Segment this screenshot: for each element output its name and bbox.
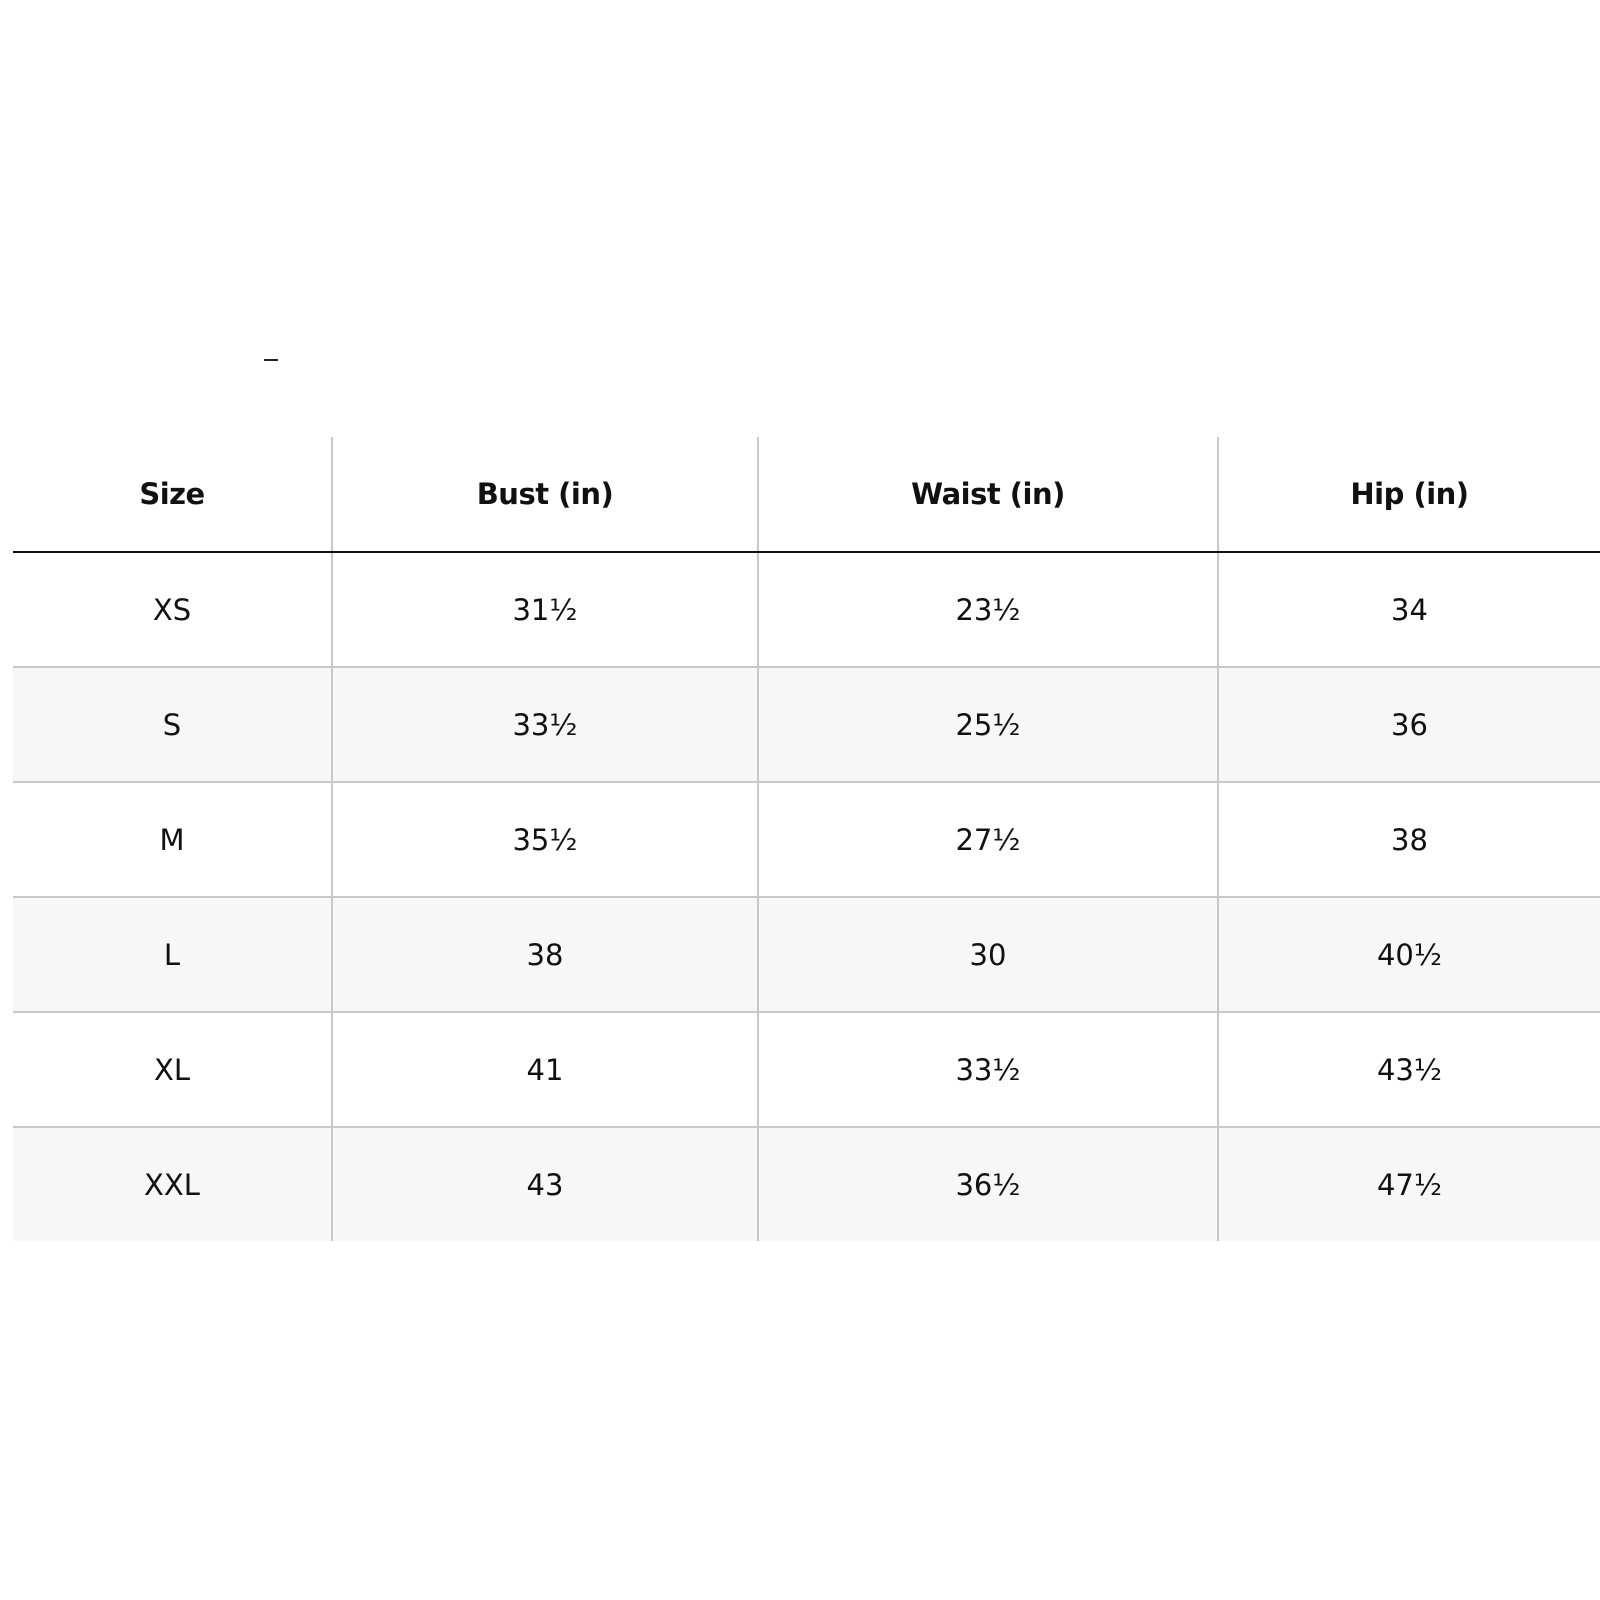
cell-hip: 43½ [1218, 1012, 1600, 1127]
cell-bust: 41 [332, 1012, 758, 1127]
cell-hip: 40½ [1218, 897, 1600, 1012]
cell-hip: 38 [1218, 782, 1600, 897]
cell-waist: 33½ [758, 1012, 1218, 1127]
cell-bust: 35½ [332, 782, 758, 897]
header-hip: Hip (in) [1218, 437, 1600, 552]
header-bust: Bust (in) [332, 437, 758, 552]
cell-bust: 38 [332, 897, 758, 1012]
cell-size: XL [13, 1012, 332, 1127]
cell-bust: 33½ [332, 667, 758, 782]
cell-bust: 43 [332, 1127, 758, 1241]
table-row [13, 1012, 1600, 1127]
cell-size: M [13, 782, 332, 897]
cell-hip: 36 [1218, 667, 1600, 782]
cell-hip: 47½ [1218, 1127, 1600, 1241]
table-row [13, 897, 1600, 1012]
cell-bust: 31½ [332, 552, 758, 667]
cell-size: XXL [13, 1127, 332, 1241]
cell-waist: 25½ [758, 667, 1218, 782]
size-chart-table [13, 437, 1600, 1241]
table-row [13, 1127, 1600, 1241]
table-row [13, 782, 1600, 897]
stray-dash-mark [264, 359, 278, 361]
cell-size: L [13, 897, 332, 1012]
cell-waist: 36½ [758, 1127, 1218, 1241]
cell-waist: 27½ [758, 782, 1218, 897]
table-header-row [13, 437, 1600, 552]
table-row [13, 667, 1600, 782]
cell-waist: 23½ [758, 552, 1218, 667]
table-row [13, 552, 1600, 667]
cell-size: XS [152, 592, 192, 627]
header-waist: Waist (in) [758, 437, 1218, 552]
cell-size: S [13, 667, 332, 782]
cell-waist: 30 [758, 897, 1218, 1012]
cell-hip: 34 [1218, 552, 1600, 667]
header-size: Size [13, 437, 332, 552]
